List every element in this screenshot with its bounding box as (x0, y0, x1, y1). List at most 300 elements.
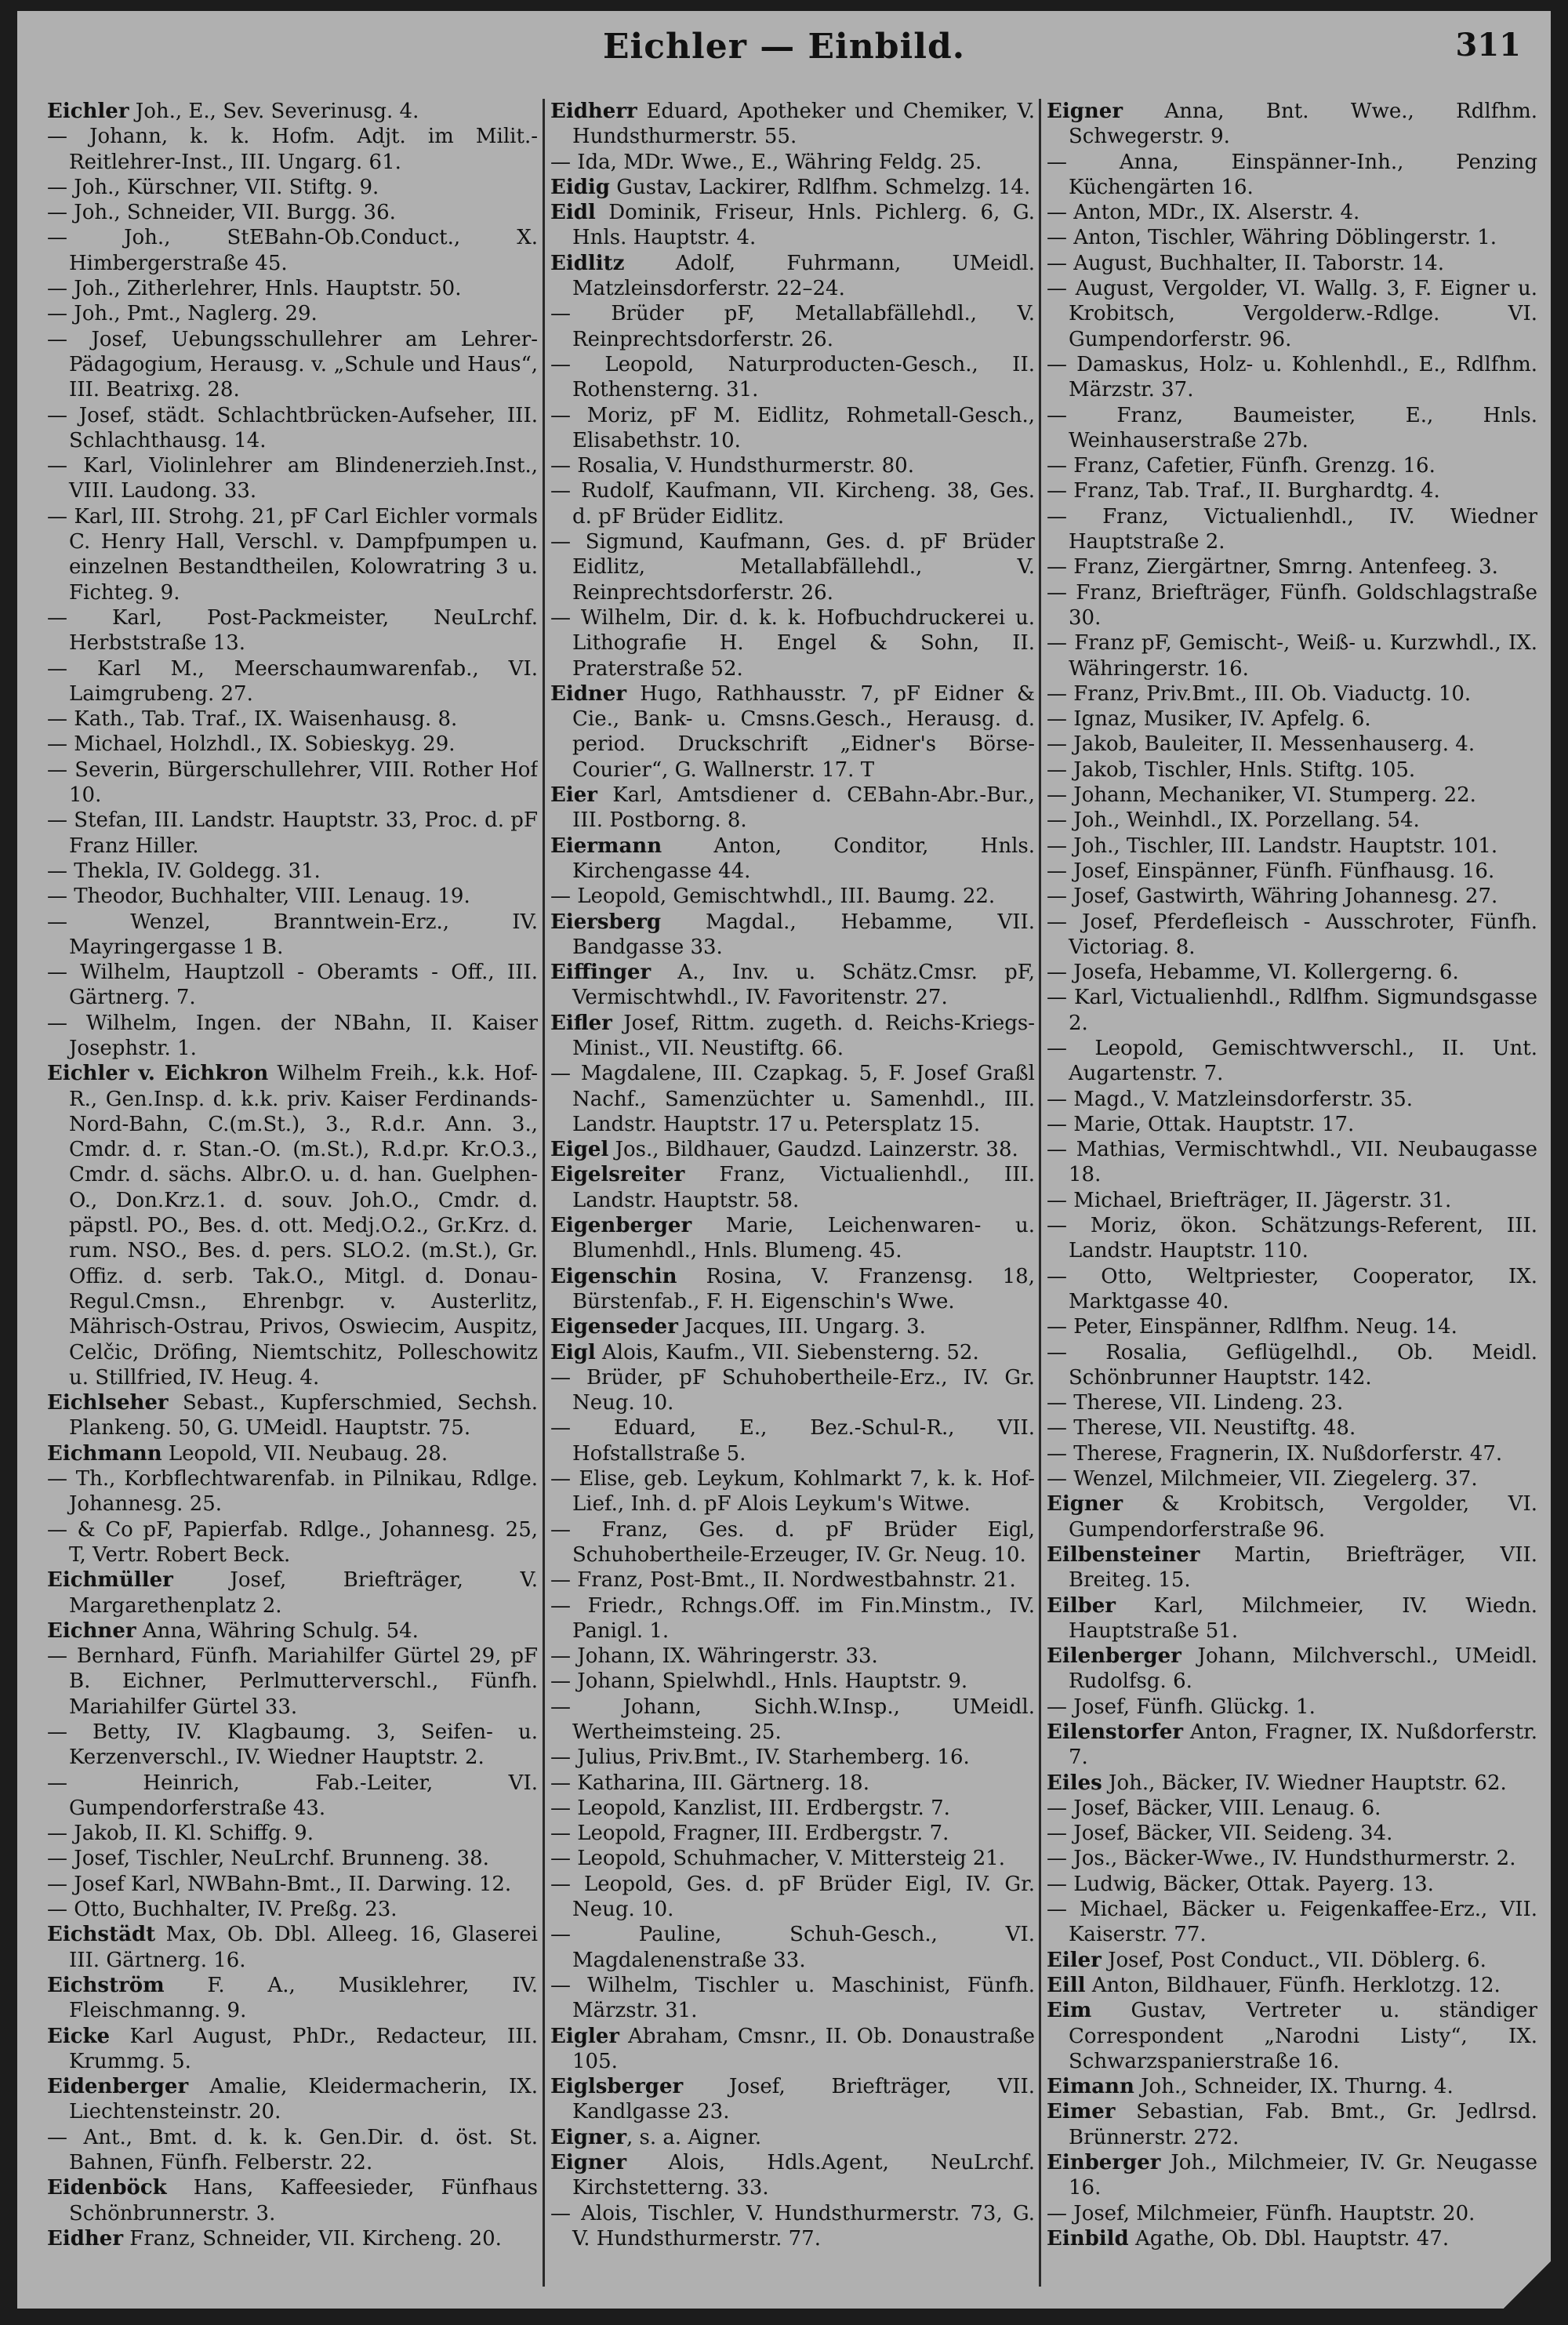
entry-surname: Eichmann (47, 1441, 162, 1466)
entry-text: Johann, Milchverschl., UMeidl. Rudolfsg. 6. (1069, 1644, 1537, 1694)
directory-entry (1047, 1695, 1537, 1720)
directory-entry (550, 251, 1035, 302)
directory-entry (1047, 985, 1537, 1036)
entry-text: — Josef, Milchmeier, Fünfh. Hauptstr. 20. (1047, 2201, 1475, 2225)
entry-surname: Eidenberger (47, 2075, 189, 2099)
directory-entry (550, 834, 1035, 885)
directory-entry (47, 859, 538, 884)
directory-entry (47, 1568, 538, 1618)
entry-text: — Jakob, Tischler, Hnls. Stiftg. 105. (1047, 757, 1416, 782)
entry-text: — Rosalia, Geflügelhdl., Ob. Meidl. Schönbrunner Hauptstr. 142. (1047, 1340, 1537, 1390)
directory-entry (1047, 1821, 1537, 1846)
directory-entry (1047, 2150, 1537, 2201)
directory-entry (550, 1973, 1035, 2024)
directory-entry (47, 200, 538, 225)
entry-text: — Rosalia, V. Hundsthurmerstr. 80. (550, 454, 914, 478)
directory-entry (1047, 1542, 1537, 1593)
entry-text: — Franz, Priv.Bmt., III. Ob. Viaductg. 10. (1047, 681, 1472, 706)
directory-entry (550, 529, 1035, 605)
entry-text: — Wenzel, Branntwein-Erz., IV. Mayringergasse 1 B. (47, 910, 538, 959)
entry-surname: Eidig (550, 175, 610, 199)
directory-entry (47, 1720, 538, 1771)
entry-text: — Eduard, E., Bez.-Schul-R., VII. Hofstallstraße 5. (550, 1416, 1035, 1466)
entry-surname: Eigner (1047, 1492, 1123, 1517)
entry-text: — Mathias, Vermischtwhdl., VII. Neubaugasse 18. (1047, 1138, 1537, 1187)
directory-entry (1047, 1415, 1537, 1440)
entry-text: — Marie, Ottak. Hauptstr. 17. (1047, 1112, 1355, 1136)
entry-text: Franz, Victualienhdl., III. Landstr. Hauptstr. 58. (572, 1163, 1035, 1212)
entry-text: — Johann, Sichh.W.Insp., UMeidl. Wertheimsteing. 25. (550, 1695, 1035, 1744)
entry-text: — Therese, Fragnerin, IX. Nußdorferstr. 47. (1047, 1441, 1503, 1466)
entry-text: — Joh., Tischler, III. Landstr. Hauptstr. 101. (1047, 834, 1498, 858)
directory-entry (1047, 200, 1537, 225)
entry-surname: Eidherr (550, 100, 637, 123)
directory-entry (550, 1213, 1035, 1264)
directory-entry (47, 327, 538, 403)
directory-entry (47, 1897, 538, 1922)
entry-text: — Karl M., Meerschaumwarenfab., VI. Laimgrubeng. 27. (47, 656, 538, 706)
entry-text: — Leopold, Fragner, III. Erdbergstr. 7. (550, 1822, 949, 1846)
directory-entry (550, 1846, 1035, 1871)
directory-entry (1047, 1112, 1537, 1137)
entry-surname: Eichner (47, 1618, 136, 1643)
entry-text: , s. a. Aigner. (626, 2125, 762, 2149)
entry-text: — Otto, Buchhalter, IV. Preßg. 23. (47, 1898, 397, 1922)
directory-entry (47, 1922, 538, 1973)
entry-surname: Einberger (1047, 2151, 1161, 2175)
entry-text: Josef, Briefträger, VII. Kandlgasse 23. (572, 2075, 1035, 2124)
entry-text: & Krobitsch, Vergolder, VI. Gumpendorferstraße 96. (1069, 1492, 1537, 1542)
entry-surname: Eilenstorfer (1047, 1720, 1184, 1744)
entry-text: Martin, Briefträger, VII. Breiteg. 15. (1069, 1542, 1537, 1593)
entry-text: — Josef, Fünfh. Glückg. 1. (1047, 1695, 1316, 1719)
directory-entry (47, 884, 538, 909)
entry-text: — Franz, Ges. d. pF Brüder Eigl, Schuhobertheile-Erzeuger, IV. Gr. Neug. 10. (550, 1517, 1035, 1567)
directory-entry (550, 1771, 1035, 1796)
directory-entry (47, 1771, 538, 1822)
entry-surname: Eigenschin (550, 1264, 677, 1288)
directory-entry (1047, 1036, 1537, 1087)
directory-entry (47, 99, 538, 124)
directory-entry (1047, 1441, 1537, 1466)
entry-text: — August, Buchhalter, II. Taborstr. 14. (1047, 251, 1445, 275)
directory-entry (550, 1568, 1035, 1593)
directory-entry (1047, 1846, 1537, 1871)
entry-text: Joh., E., Sev. Severinusg. 4. (129, 100, 419, 123)
entry-text: — Joh., Weinhdl., IX. Porzellang. 54. (1047, 808, 1420, 833)
entry-text: — Johann, Mechaniker, VI. Stumperg. 22. (1047, 783, 1476, 808)
entry-text: — Josef, Pferdefleisch - Ausschroter, Fünfh. Victoriag. 8. (1047, 910, 1537, 959)
entry-text: Alois, Kaufm., VII. Siebensterng. 52. (595, 1340, 979, 1364)
directory-entry (550, 150, 1035, 175)
entry-text: — Wilhelm, Tischler u. Maschinist, Fünfh. Märzstr. 31. (550, 1973, 1035, 2023)
entry-text: A., Inv. u. Schätz.Cmsr. pF, Vermischtwhdl., IV. Favoritenstr. 27. (572, 961, 1035, 1010)
entry-text: Anton, Fragner, IX. Nußdorferstr. 7. (1069, 1720, 1537, 1770)
entry-surname: Eichström (47, 1973, 165, 1997)
directory-entry (1047, 1466, 1537, 1491)
directory-entry (550, 453, 1035, 478)
entry-text: — Ignaz, Musiker, IV. Apfelg. 6. (1047, 707, 1371, 732)
directory-entry (550, 1162, 1035, 1213)
entry-text: Josef, Briefträger, V. Margarethenplatz 2. (69, 1568, 538, 1618)
directory-entry (1047, 1948, 1537, 1973)
entry-text: — Wenzel, Milchmeier, VII. Ziegelerg. 37. (1047, 1467, 1478, 1491)
entry-text: — Damaskus, Holz- u. Kohlenhdl., E., Rdlfhm. Märzstr. 37. (1047, 352, 1537, 402)
entry-text: — Kath., Tab. Traf., IX. Waisenhausg. 8. (47, 707, 458, 732)
entry-text: Gustav, Vertreter u. ständiger Correspondent „Narodni Listy“, IX. Schwarzspanierstraße 16. (1069, 1999, 1537, 2073)
entry-text: — Joh., Zitherlehrer, Hnls. Hauptstr. 50. (47, 277, 462, 301)
entry-surname: Eilenberger (1047, 1644, 1181, 1669)
entry-text: — Peter, Einspänner, Rdlfhm. Neug. 14. (1047, 1315, 1457, 1339)
entry-surname: Eigenberger (550, 1214, 692, 1238)
directory-entry (47, 124, 538, 175)
directory-entry (1047, 1314, 1537, 1339)
directory-entry (550, 681, 1035, 783)
entry-surname: Eiler (1047, 1948, 1102, 1972)
directory-entry (47, 732, 538, 757)
entry-text: — Ida, MDr. Wwe., E., Währing Feldg. 25. (550, 150, 982, 174)
entry-text: Jacques, III. Ungarg. 3. (677, 1315, 926, 1339)
entry-text: Rosina, V. Franzensg. 18, Bürstenfab., F. H. Eigenschin's Wwe. (572, 1264, 1035, 1313)
directory-entry (47, 276, 538, 301)
entry-text: Sebastian, Fab. Bmt., Gr. Jedlrsd. Brünnerstr. 272. (1069, 2100, 1537, 2149)
directory-entry (550, 1695, 1035, 1746)
directory-entry (47, 453, 538, 504)
entry-surname: Eichstädt (47, 1923, 156, 1947)
entry-text: — Wilhelm, Hauptzoll - Oberamts - Off., III. Gärtnerg. 7. (47, 961, 538, 1010)
entry-text: Josef, Rittm. zugeth. d. Reichs-Kriegs-Minist., VII. Neustiftg. 66. (572, 1011, 1035, 1060)
entry-text: — Josef, Gastwirth, Währing Johannesg. 27. (1047, 885, 1498, 909)
entry-surname: Eigler (550, 2024, 619, 2048)
directory-entry (1047, 580, 1537, 631)
entry-text: — Josef, Bäcker, VII. Seideng. 34. (1047, 1822, 1393, 1846)
directory-entry (550, 1821, 1035, 1846)
directory-entry (1047, 2201, 1537, 2226)
entry-text: — Franz, Briefträger, Fünfh. Goldschlagstraße 30. (1047, 580, 1537, 630)
entry-text: — & Co pF, Papierfab. Rdlge., Johannesg. 25, T, Vertr. Robert Beck. (47, 1517, 538, 1567)
entry-text: — Ludwig, Bäcker, Ottak. Payerg. 13. (1047, 1872, 1434, 1896)
directory-entry (47, 1517, 538, 1568)
directory-entry (47, 1441, 538, 1466)
directory-entry (1047, 1137, 1537, 1188)
directory-entry (1047, 2226, 1537, 2251)
directory-entry (550, 1340, 1035, 1365)
entry-text: Marie, Leichenwaren- u. Blumenhdl., Hnls. Blumeng. 45. (572, 1214, 1035, 1263)
entry-text: — Karl, III. Strohg. 21, pF Carl Eichler vormals C. Henry Hall, Verschl. v. Dampfpumpen u. einzelnen Bestandtheilen, Kolowratring 3 u. Fichteg. 9. (47, 504, 538, 605)
entry-surname: Eigner (550, 2125, 627, 2149)
directory-entry (47, 1061, 538, 1390)
entry-text: — Betty, IV. Klagbaumg. 3, Seifen- u. Kerzenverschl., IV. Wiedner Hauptstr. 2. (47, 1720, 538, 1770)
entry-surname: Einbild (1047, 2226, 1129, 2251)
directory-entry (47, 1821, 538, 1846)
directory-entry (550, 478, 1035, 529)
column-divider (543, 99, 545, 2287)
directory-entry (47, 2125, 538, 2176)
entry-surname: Eigner (550, 2151, 627, 2175)
entry-text: Hans, Kaffeesieder, Fünfhaus Schönbrunnerstr. 3. (69, 2176, 538, 2225)
entry-text: — Ant., Bmt. d. k. k. Gen.Dir. d. öst. St. Bahnen, Fünfh. Felberstr. 22. (47, 2125, 538, 2175)
directory-entry (550, 1644, 1035, 1669)
entry-surname: Eidner (550, 681, 627, 706)
entry-text: — Therese, VII. Neustiftg. 48. (1047, 1416, 1356, 1440)
page-corner-shadow (1504, 2261, 1551, 2309)
directory-entry (47, 707, 538, 732)
entry-text: — Anna, Einspänner-Inh., Penzing Küchengärten 16. (1047, 150, 1537, 199)
directory-entry (1047, 554, 1537, 579)
entry-text: Joh., Schneider, IX. Thurng. 4. (1134, 2075, 1454, 2099)
entry-surname: Eichler (47, 100, 129, 123)
entry-text: — Josef Karl, NWBahn-Bmt., II. Darwing. 12. (47, 1872, 512, 1896)
entry-text: Dominik, Friseur, Hnls. Pichlerg. 6, G. Hnls. Hauptstr. 4. (572, 201, 1035, 250)
directory-entry (550, 1796, 1035, 1821)
directory-entry (1047, 504, 1537, 555)
entry-text: F. A., Musiklehrer, IV. Fleischmanng. 9. (69, 1973, 538, 2023)
entry-text: — Bernhard, Fünfh. Mariahilfer Gürtel 29, pF B. Eichner, Perlmutterverschl., Fünfh. Mariahilfer Gürtel 33. (47, 1644, 538, 1719)
entry-text: — Wilhelm, Ingen. der NBahn, II. Kaiser Josephstr. 1. (47, 1011, 538, 1060)
directory-entry (47, 656, 538, 707)
directory-entry (1047, 732, 1537, 757)
entry-text: — Julius, Priv.Bmt., IV. Starhemberg. 16. (550, 1746, 970, 1770)
entry-surname: Eichlseher (47, 1391, 169, 1415)
entry-surname: Eifler (550, 1011, 612, 1035)
entry-text: — Franz, Baumeister, E., Hnls. Weinhauserstraße 27b. (1047, 403, 1537, 452)
directory-entry (47, 2074, 538, 2125)
entry-text: — Michael, Bäcker u. Feigenkaffee-Erz., VII. Kaiserstr. 77. (1047, 1898, 1537, 1947)
directory-entry (1047, 1644, 1537, 1695)
entry-text: — Karl, Post-Packmeister, NeuLrchf. Herbststraße 13. (47, 605, 538, 656)
entry-text: — Josef, Bäcker, VIII. Lenaug. 6. (1047, 1796, 1381, 1820)
entry-text: Wilhelm Freih., k.k. Hof-R., Gen.Insp. d. k.k. priv. Kaiser Ferdinands-Nord-Bahn, C.(m.St.), 3., R.d.r. Ann. 3., Cmdr. d. r. Stan.-O. (m.St.), R.d.pr. Kr.O.3., Cmdr. d. sächs. Albr.O. u. d. han. Guelphen-O., Don.Krz.1. d. souv. Joh.O., Cmdr. d. päpstl. PO., Bes. d. ott. Medj.O.2., Gr.Krz. d. rum. NSO., Bes. d. pers. SLO.2. (m.St.), Gr. Offiz. d. serb. Tak.O., Mitgl. d. Donau-Regul.Cmsn., Ehrenbgr. v. Austerlitz, Mährisch-Ostrau, Privos, Oswiecim, Auspitz, Celčic, Dröfing, Niemtschitz, Polleschowitz u. Stillfried, IV. Heug. 4. (69, 1062, 538, 1390)
column-2 (550, 99, 1035, 2294)
entry-text: — Leopold, Gemischtwhdl., III. Baumg. 22. (550, 885, 996, 909)
entry-text: Anton, Bildhauer, Fünfh. Herklotzg. 12. (1085, 1973, 1501, 1997)
entry-surname: Eichler v. Eichkron (47, 1062, 269, 1086)
entry-surname: Eiersberg (550, 910, 662, 934)
entry-text: — Sigmund, Kaufmann, Ges. d. pF Brüder Eidlitz, Metallabfällehdl., V. Reinprechtsdorferstr. 26. (550, 530, 1035, 605)
entry-text: — Katharina, III. Gärtnerg. 18. (550, 1771, 869, 1795)
entry-surname: Eidenböck (47, 2176, 167, 2200)
entry-surname: Eier (550, 783, 597, 808)
directory-entry (1047, 757, 1537, 783)
directory-entry (47, 910, 538, 961)
directory-entry (1047, 1340, 1537, 1391)
directory-entry (1047, 1188, 1537, 1213)
directory-entry (550, 403, 1035, 454)
directory-entry (47, 2175, 538, 2226)
directory-entry (47, 403, 538, 454)
directory-entry (1047, 478, 1537, 503)
directory-entry (550, 2150, 1035, 2201)
directory-entry (550, 1314, 1035, 1339)
entry-text: — Brüder, pF Schuhobertheile-Erz., IV. Gr. Neug. 10. (550, 1365, 1035, 1415)
directory-entry (47, 175, 538, 200)
directory-entry (1047, 453, 1537, 478)
entry-text: — Leopold, Kanzlist, III. Erdbergstr. 7. (550, 1796, 950, 1820)
entry-surname: Eidlitz (550, 251, 625, 275)
entry-text: — Johann, IX. Währingerstr. 33. (550, 1644, 878, 1669)
entry-text: Josef, Post Conduct., VII. Döblerg. 6. (1101, 1948, 1486, 1972)
directory-entry (1047, 276, 1537, 352)
entry-text: Joh., Milchmeier, IV. Gr. Neugasse 16. (1069, 2151, 1537, 2200)
entry-text: — Pauline, Schuh-Gesch., VI. Magdalenenstraße 33. (550, 1923, 1035, 1972)
entry-text: — Franz, Post-Bmt., II. Nordwestbahnstr. 21. (550, 1568, 1016, 1593)
entry-text: — Josef, Uebungsschullehrer am Lehrer-Pädagogium, Herausg. v. „Schule und Haus“, III. Beatrixg. 28. (47, 327, 538, 402)
entry-surname: Eidher (47, 2226, 124, 2251)
directory-entry (550, 884, 1035, 909)
directory-entry (1047, 403, 1537, 454)
directory-entry (1047, 630, 1537, 681)
column-divider (1039, 99, 1041, 2287)
directory-entry (1047, 1593, 1537, 1644)
entry-text: Anna, Währing Schulg. 54. (136, 1618, 419, 1643)
entry-text: — Jakob, Bauleiter, II. Messenhauserg. 4. (1047, 732, 1475, 757)
entry-text: — Franz, Tab. Traf., II. Burghardtg. 4. (1047, 479, 1440, 503)
directory-entry (1047, 150, 1537, 201)
directory-entry (1047, 1720, 1537, 1771)
entry-text: — Jakob, II. Kl. Schiffg. 9. (47, 1822, 314, 1846)
directory-entry (550, 605, 1035, 681)
entry-text: — Franz, Cafetier, Fünfh. Grenzg. 16. (1047, 454, 1436, 478)
entry-surname: Eigelsreiter (550, 1163, 685, 1187)
entry-text: Karl, Milchmeier, IV. Wiedn. Hauptstraße 51. (1069, 1593, 1537, 1643)
entry-text: — Joh., StEBahn-Ob.Conduct., X. Himbergerstraße 45. (47, 226, 538, 275)
entry-surname: Eicke (47, 2024, 111, 2048)
directory-entry (47, 960, 538, 1011)
entry-text: — Leopold, Naturproducten-Gesch., II. Rothensterng. 31. (550, 352, 1035, 402)
directory-entry (550, 1264, 1035, 1315)
entry-text: Eduard, Apotheker und Chemiker, V. Hundsthurmerstr. 55. (572, 100, 1035, 149)
directory-entry (550, 2024, 1035, 2075)
directory-entry (550, 910, 1035, 961)
entry-text: — Josef, städt. Schlachtbrücken-Aufseher, III. Schlachthausg. 14. (47, 403, 538, 452)
directory-entry (550, 301, 1035, 352)
entry-surname: Eilbensteiner (1047, 1542, 1200, 1567)
column-3 (1047, 99, 1537, 2294)
entry-text: — Thekla, IV. Goldegg. 31. (47, 859, 321, 883)
directory-entry (1047, 1264, 1537, 1315)
directory-entry (550, 352, 1035, 403)
entry-text: Agathe, Ob. Dbl. Hauptstr. 47. (1128, 2226, 1450, 2251)
directory-entry (1047, 884, 1537, 909)
directory-entry (1047, 1796, 1537, 1821)
directory-entry (550, 1922, 1035, 1973)
entry-surname: Eimann (1047, 2075, 1134, 2099)
directory-entry (1047, 1213, 1537, 1264)
entry-text: — Franz, Ziergärtner, Smrng. Antenfeeg. 3. (1047, 555, 1498, 579)
entry-surname: Eigel (550, 1138, 609, 1162)
entry-text: — Severin, Bürgerschullehrer, VIII. Rother Hof 10. (47, 757, 538, 808)
entry-text: — Michael, Briefträger, II. Jägerstr. 31. (1047, 1188, 1452, 1212)
entry-surname: Eiles (1047, 1771, 1102, 1795)
directory-entry (550, 1061, 1035, 1137)
directory-entry (47, 2024, 538, 2075)
directory-entry (1047, 783, 1537, 808)
directory-entry (550, 1517, 1035, 1568)
entry-text: Gustav, Lackirer, Rdlfhm. Schmelzg. 14. (609, 175, 1031, 199)
directory-entry (47, 1390, 538, 1441)
entry-text: — Th., Korbflechtwarenfab. in Pilnikau, Rdlge. Johannesg. 25. (47, 1467, 538, 1517)
directory-entry (550, 1365, 1035, 1416)
entry-surname: Eidl (550, 201, 596, 225)
directory-entry (47, 301, 538, 326)
entry-surname: Eimer (1047, 2100, 1116, 2124)
directory-entry (550, 175, 1035, 200)
directory-entry (1047, 681, 1537, 707)
entry-surname: Eill (1047, 1973, 1086, 1997)
directory-entry (1047, 2074, 1537, 2099)
directory-entry (1047, 1390, 1537, 1415)
directory-entry (1047, 859, 1537, 884)
entry-text: Adolf, Fuhrmann, UMeidl. Matzleinsdorferstr. 22–24. (572, 251, 1035, 301)
column-1 (47, 99, 538, 2294)
entry-text: — Moriz, pF M. Eidlitz, Rohmetall-Gesch., Elisabethstr. 10. (550, 403, 1035, 452)
directory-entry (47, 1466, 538, 1517)
directory-entry (550, 1137, 1035, 1162)
entry-surname: Eilber (1047, 1593, 1116, 1618)
directory-entry (47, 808, 538, 859)
entry-text: Sebast., Kupferschmied, Sechsh. Plankeng. 50, G. UMeidl. Hauptstr. 75. (69, 1391, 538, 1440)
directory-entry (47, 504, 538, 605)
page-number: 311 (1455, 27, 1521, 64)
directory-entry (47, 2226, 538, 2251)
entry-text: — Leopold, Schuhmacher, V. Mittersteig 21. (550, 1847, 1006, 1871)
directory-entry (47, 605, 538, 656)
entry-text: Abraham, Cmsnr., II. Ob. Donaustraße 105. (572, 2024, 1035, 2073)
entry-text: — Stefan, III. Landstr. Hauptstr. 33, Proc. d. pF Franz Hiller. (47, 808, 538, 858)
directory-entry (1047, 1771, 1537, 1796)
entry-text: — Moriz, ökon. Schätzungs-Referent, III. Landstr. Hauptstr. 110. (1047, 1214, 1537, 1263)
entry-surname: Eiermann (550, 834, 662, 858)
entry-text: Max, Ob. Dbl. Alleeg. 16, Glaserei III. Gärtnerg. 16. (69, 1923, 538, 1972)
page-header (17, 27, 1551, 82)
entry-text: Magdal., Hebamme, VII. Bandgasse 33. (572, 910, 1035, 959)
entry-text: — Karl, Violinlehrer am Blindenerzieh.Inst., VIII. Laudong. 33. (47, 454, 538, 503)
entry-text: — Brüder pF, Metallabfällehdl., V. Reinprechtsdorferstr. 26. (550, 302, 1035, 351)
entry-text: — Johann, Spielwhdl., Hnls. Hauptstr. 9. (550, 1669, 968, 1694)
entry-text: Hugo, Rathhausstr. 7, pF Eidner & Cie., Bank- u. Cmsns.Gesch., Herausg. d. period. Druckschrift „Eidner's Börse-Courier“, G. Wallnerstr. 17. T (572, 681, 1035, 782)
directory-entry (1047, 225, 1537, 250)
directory-entry (1047, 352, 1537, 403)
directory-entry (1047, 251, 1537, 276)
entry-text: — Heinrich, Fab.-Leiter, VI. Gumpendorferstraße 43. (47, 1771, 538, 1820)
directory-entry (1047, 99, 1537, 150)
entry-surname: Eim (1047, 1999, 1092, 2023)
entry-text: Karl August, PhDr., Redacteur, III. Krummg. 5. (69, 2024, 538, 2073)
entry-text: Anton, Conditor, Hnls. Kirchengasse 44. (572, 834, 1035, 883)
entry-text: — Joh., Kürschner, VII. Stiftg. 9. (47, 175, 379, 199)
directory-entry (550, 1593, 1035, 1644)
directory-entry (1047, 1491, 1537, 1542)
entry-text: Amalie, Kleidermacherin, IX. Liechtensteinstr. 20. (69, 2075, 538, 2124)
entry-surname: Eigenseder (550, 1315, 678, 1339)
directory-entry (550, 783, 1035, 834)
directory-entry (550, 1872, 1035, 1923)
directory-entry (550, 1669, 1035, 1694)
entry-surname: Eiffinger (550, 961, 652, 985)
directory-entry (1047, 1087, 1537, 1112)
entry-text: — Magdalene, III. Czapkag. 5, F. Josef Graßl Nachf., Samenzüchter u. Samenhdl., III. Landstr. Hauptstr. 17 u. Petersplatz 15. (550, 1062, 1035, 1136)
directory-entry (47, 1872, 538, 1897)
entry-text: — Elise, geb. Leykum, Kohlmarkt 7, k. k. Hof-Lief., Inh. d. pF Alois Leykum's Witwe. (550, 1467, 1035, 1517)
entry-surname: Eigl (550, 1340, 596, 1364)
directory-entry (1047, 707, 1537, 732)
directory-entry (47, 1644, 538, 1720)
entry-text: Jos., Bildhauer, Gaudzd. Lainzerstr. 38. (608, 1138, 1018, 1162)
directory-entry (1047, 2099, 1537, 2150)
entry-text: Joh., Bäcker, IV. Wiedner Hauptstr. 62. (1102, 1771, 1507, 1795)
entry-text: — Rudolf, Kaufmann, VII. Kircheng. 38, Ges. d. pF Brüder Eidlitz. (550, 479, 1035, 529)
entry-text: — Josef, Tischler, NeuLrchf. Brunneng. 38. (47, 1847, 489, 1871)
